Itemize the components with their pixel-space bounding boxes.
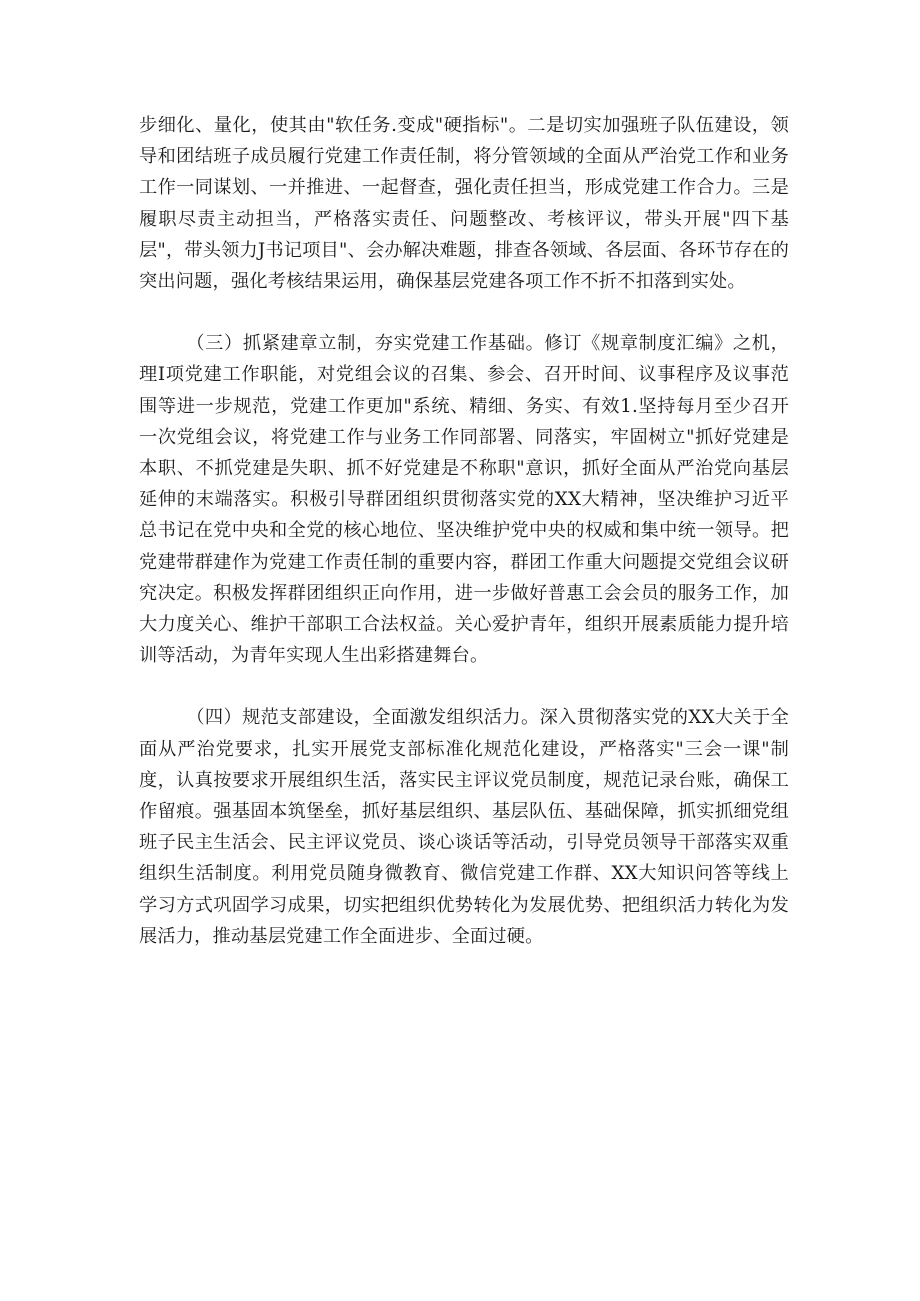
paragraph-section-four: （四）规范支部建设，全面激发组织活力。深入贯彻落实党的XX大关于全面从严治党要求，扎实开展党支部标准化规范化建设，严格落实"三会一课"制度，认真按要求开展组织生活，落实民主评议党员制度，规范记录台账，确保工作留痕。强基固本筑堡垒，抓好基层组织、基层队伍、基础保障，抓实抓细党组班子民主生活会、民主评议党员、谈心谈话等活动，引导党员领导干部落实双重组织生活制度。利用党员随身微教育、微信党建工作群、XX大知识问答等线上学习方式巩固学习成果，切实把组织优势转化为发展优势、把组织活力转化为发展活力，推动基层党建工作全面进步、全面过硬。 (139, 707, 789, 947)
paragraph-section-three: （三）抓紧建章立制，夯实党建工作基础。修订《规章制度汇编》之机，理I项党建工作职能，对党组会议的召集、参会、召开时间、议事程序及议事范围等进一步规范，党建工作更加"系统、精细、务实、有效1.坚持每月至少召开一次党组会议，将党建工作与业务工作同部署、同落实，牢固树立"抓好党建是本职、不抓党建是失职、抓不好党建是不称职"意识，抓好全面从严治党向基层延伸的末端落实。积极引导群团组织贯彻落实党的XX大精神，坚决维护习近平总书记在党中央和全党的核心地位、坚决维护党中央的权威和集中统一领导。把党建带群建作为党建工作责任制的重要内容，群团工作重大问题提交党组会议研究决定。积极发挥群团组织正向作用，进一步做好普惠工会会员的服务工作，加大力度关心、维护干部职工合法权益。关心爱护青年，组织开展素质能力提升培训等活动，为青年实现人生出彩搭建舞台。 (139, 333, 789, 667)
paragraph-gap (139, 297, 789, 328)
document-body (139, 110, 789, 952)
paragraph-gap (139, 671, 789, 702)
paragraph-continuation: 步细化、量化，使其由"软任务.变成"硬指标"。二是切实加强班子队伍建设，领导和团结班子成员履行党建工作责任制，将分管领域的全面从严治党工作和业务工作一同谋划、一并推进、一起督查，强化责任担当，形成党建工作合力。三是履职尽责主动担当，严格落实责任、问题整改、考核评议，带头开展"四下基层"，带头领力J书记项目"、会办解决难题，排查各领域、各层面、各环节存在的突出问题，强化考核结果运用，确保基层党建各项工作不折不扣落到实处。 (139, 115, 789, 293)
